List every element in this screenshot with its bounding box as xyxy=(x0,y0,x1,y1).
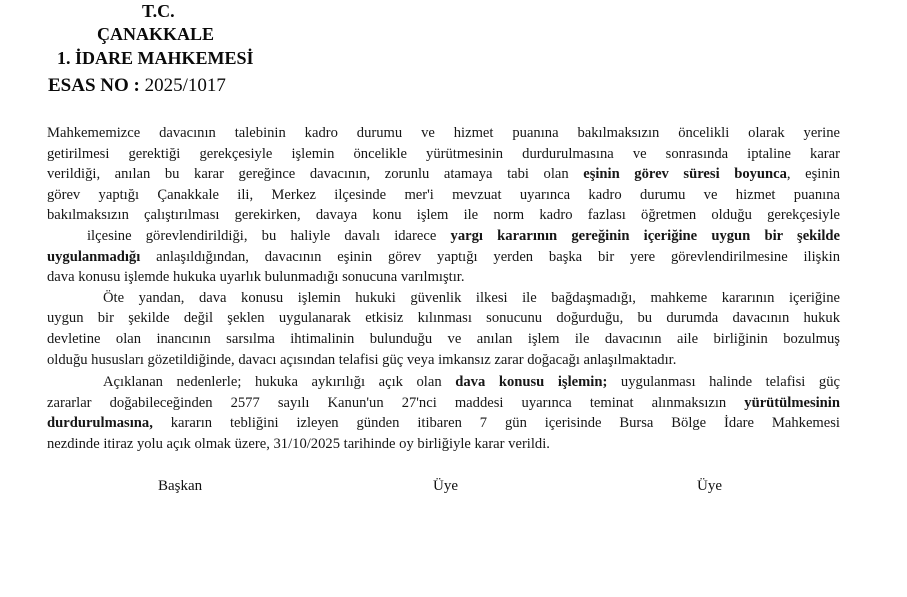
p3-line-1-c: uygulanması halinde telafisi güç xyxy=(620,374,841,391)
p3-line-2-a: zararlar doğabileceğinden 2577 sayılı Kanun'un 27'nci maddesi uyarınca teminat alınmaksızın xyxy=(47,394,727,411)
p3-line-3-b: kararın tebliğini izleyen günden itibaren 7 gün içerisinde Bursa Bölge İdare Mahkemesi xyxy=(170,415,840,432)
p3-line-1-a: Açıklanan nedenlerle; hukuka aykırılığı açık olan xyxy=(103,374,442,391)
p2-line-2: uygun bir şekilde değil şeklen uygulanarak etkisiz kılınması sonucunu doğurduğu, bu durumda davacının hukuk xyxy=(47,310,840,327)
paragraph-3 xyxy=(47,372,840,454)
case-number xyxy=(48,75,226,97)
signature-member-2: Üye xyxy=(697,478,722,494)
p3-line-2 xyxy=(47,393,840,414)
p1-line-3-a: verildiği, anılan bu karar gereğince davacının, zorunlu atamaya tabi olan xyxy=(47,166,569,183)
p1-line-6-bold: yargı kararının gereğinin içeriğine uygun bir şekilde xyxy=(450,227,841,244)
p2-line-3: devletine olan inancının sarsılma ihtimalinin bulunduğu ve anılan işlem ile davacının aile birliğinin bozulmuş xyxy=(47,330,840,347)
p1-line-8: dava konusu işlemde hukuka uyarlık bulunmadığı sonucuna varılmıştır. xyxy=(47,269,465,286)
p3-line-4: nezdinde itiraz yolu açık olmak üzere, 31/10/2025 tarihinde oy birliğiyle karar verildi. xyxy=(47,435,550,452)
p1-line-3-bold: eşinin görev süresi boyunca xyxy=(583,166,787,183)
p3-line-3-bold: durdurulmasına, xyxy=(47,415,153,432)
p1-line-3-c: , eşinin xyxy=(786,166,840,183)
p1-line-4: görev yaptığı Çanakkale ili, Merkez ilçesinde mer'i mevzuat uyarınca kadro durumu ve hizmet puanına xyxy=(47,186,840,203)
p3-line-2-bold: yürütülmesinin xyxy=(744,394,840,411)
header-tc: T.C. xyxy=(142,1,175,21)
signature-member-1: Üye xyxy=(433,478,458,494)
paragraph-1 xyxy=(47,123,840,288)
signature-president: Başkan xyxy=(158,478,203,494)
p2-line-1: Öte yandan, dava konusu işlemin hukuki güvenlik ilkesi ile bağdaşmadığı, mahkeme kararının içeriğine xyxy=(103,289,840,306)
p1-line-6 xyxy=(47,226,840,247)
p2-line-4: olduğu hususları gözetildiğinde, davacı açısından telafisi güç veya imkansız zarar doğacağı anlaşılmaktadır. xyxy=(47,351,677,368)
header-city: ÇANAKKALE xyxy=(97,24,215,44)
p1-line-1: Mahkememizce davacının talebinin kadro durumu ve hizmet puanına bakılmaksızın öncelikli olarak yerine xyxy=(47,125,840,141)
p1-line-2: getirilmesi gerektiği gerekçesiyle işlemin öncelikle yürütmesinin durdurulmasına ve sonrasında iptaline karar xyxy=(47,145,840,162)
decision-text xyxy=(47,123,840,455)
p1-line-7 xyxy=(47,247,840,268)
court-name: 1. İDARE MAHKEMESİ xyxy=(57,48,254,68)
p3-line-3 xyxy=(47,413,840,434)
paragraph-2 xyxy=(47,288,840,370)
p1-line-5: bakılmaksızın çalıştırılması gerekirken, davaya konu işlem ile norm kadro fazlası öğretmen olduğu gerekçesiyle xyxy=(47,207,840,224)
p1-line-3 xyxy=(47,164,840,185)
case-number-value: 2025/1017 xyxy=(144,75,226,96)
case-number-label: ESAS NO : xyxy=(48,75,140,96)
p3-line-1 xyxy=(47,372,840,393)
p1-line-6-a: ilçesine görevlendirildiği, bu haliyle davalı idarece xyxy=(87,227,437,244)
p1-line-7-b: anlaşıldığından, davacının eşinin görev yaptığı yerden başka bir yere görevlendirilmesine ilişkin xyxy=(156,248,840,265)
p1-line-7-bold: uygulanmadığı xyxy=(47,248,141,265)
p3-line-1-bold: dava konusu işlemin; xyxy=(455,374,608,391)
